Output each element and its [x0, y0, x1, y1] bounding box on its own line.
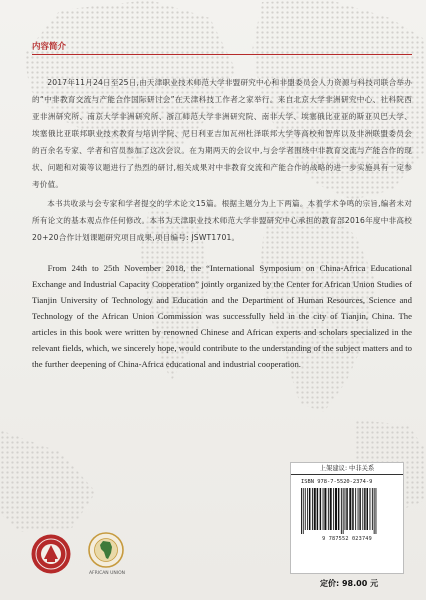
barcode-bar [323, 488, 324, 530]
barcode-bar [349, 488, 351, 530]
barcode-bar [333, 488, 334, 530]
barcode-bar [364, 488, 365, 530]
barcode-bar [372, 488, 373, 530]
price-label: 定价: 98.00 元 [320, 579, 379, 588]
isbn-text: ISBN 978-7-5520-2374-9 [301, 479, 373, 485]
heading-divider [32, 54, 412, 55]
barcode-bar [341, 488, 342, 534]
barcode-bar [307, 488, 308, 530]
barcode-bar [328, 488, 329, 530]
barcode-bar [301, 488, 302, 534]
barcode-digits: 9 787552 023749 [322, 536, 372, 542]
barcode-bar [335, 488, 337, 530]
barcode-bar [346, 488, 348, 530]
barcode-bar [359, 488, 360, 530]
barcode-bar [305, 488, 306, 530]
barcode-bar [314, 488, 316, 530]
university-seal-icon [30, 533, 72, 575]
isbn-barcode-panel [290, 462, 404, 574]
barcode-bar [370, 488, 371, 530]
barcode-bar [324, 488, 326, 530]
barcode-bar [320, 488, 321, 530]
african-union-emblem-icon [88, 532, 124, 568]
section-heading: 内容简介 [32, 42, 67, 52]
barcode-bar [345, 488, 346, 530]
synopsis-paragraph-zh-1: 2017年11月24日至25日,由天津职业技术师范大学非盟研究中心和非盟委员会人力资源与科技司联合举办的“中非教育交流与产能合作国际研讨会”在天津科技工作者之家举行。来自北京大学非洲研究中心、社科院西亚非洲研究所、南京大学非洲研究所、浙江师范大学非洲研究院、南非大学、埃塞俄比亚亚的斯亚贝巴大学、埃塞俄比亚联邦职业技术教育与培训学院、尼日利亚吉加瓦州杜泽联邦大学等高校和智库以及非洲联盟委员会的百余名专家、学者和官员参加了这次会议。在为期两天的会议中,与会学者围绕中非教育交流与产能合作的现状、问题和对策等议题进行了热烈的研讨,相关成果对中非教育交流和产能合作的战略的进一步实施具有一定参考价值。 [32, 78, 412, 189]
synopsis-paragraph-en: From 24th to 25th November 2018, the “International Symposium on China-Africa Educational Exchange and Industrial Capacity Cooperation” jointly organized by the Center for African Union Studies of Tianjin University of Technology and Education and the Department of Human Resources, Science and Technology of the African Union Commission was successfully held in the city of Tianjin, China. The articles in this book were written by renowned Chinese and African experts and scholars specialized in the relevant fields, which, we sincerely hope, would contribute to the understanding of the subject matters and to the further deepening of China-Africa educational and industrial cooperation. [32, 263, 412, 369]
barcode-bar [330, 488, 332, 530]
barcode-bar [303, 488, 304, 534]
barcode-bar [343, 488, 344, 534]
african-union-label: AFRICAN UNION [88, 571, 126, 576]
barcode-icon [299, 488, 395, 534]
barcode-bar [355, 488, 356, 530]
barcode-bar [358, 488, 359, 530]
shelving-category: 上架建议: 中非关系 [291, 463, 403, 475]
barcode-bar [317, 488, 319, 530]
barcode-bar [312, 488, 313, 530]
barcode-bar [376, 488, 377, 534]
barcode-bar [367, 488, 369, 530]
barcode-bar [338, 488, 340, 530]
synopsis-paragraph-zh-2: 本书共收录与会专家和学者提交的学术论文15篇。根据主题分为上下两篇。本着学术争鸣的宗旨,编者未对所有论文的基本观点作任何修改。本书为天津职业技术师范大学非盟研究中心承担的教育部2016年度中非高校20+20合作计划课题研究项目成果,项目编号: JSWT1701。 [32, 199, 412, 242]
synopsis-body [32, 74, 412, 372]
barcode-bar [352, 488, 354, 530]
barcode-bar [309, 488, 310, 530]
barcode-bar [362, 488, 363, 530]
barcode-bar [374, 488, 375, 534]
